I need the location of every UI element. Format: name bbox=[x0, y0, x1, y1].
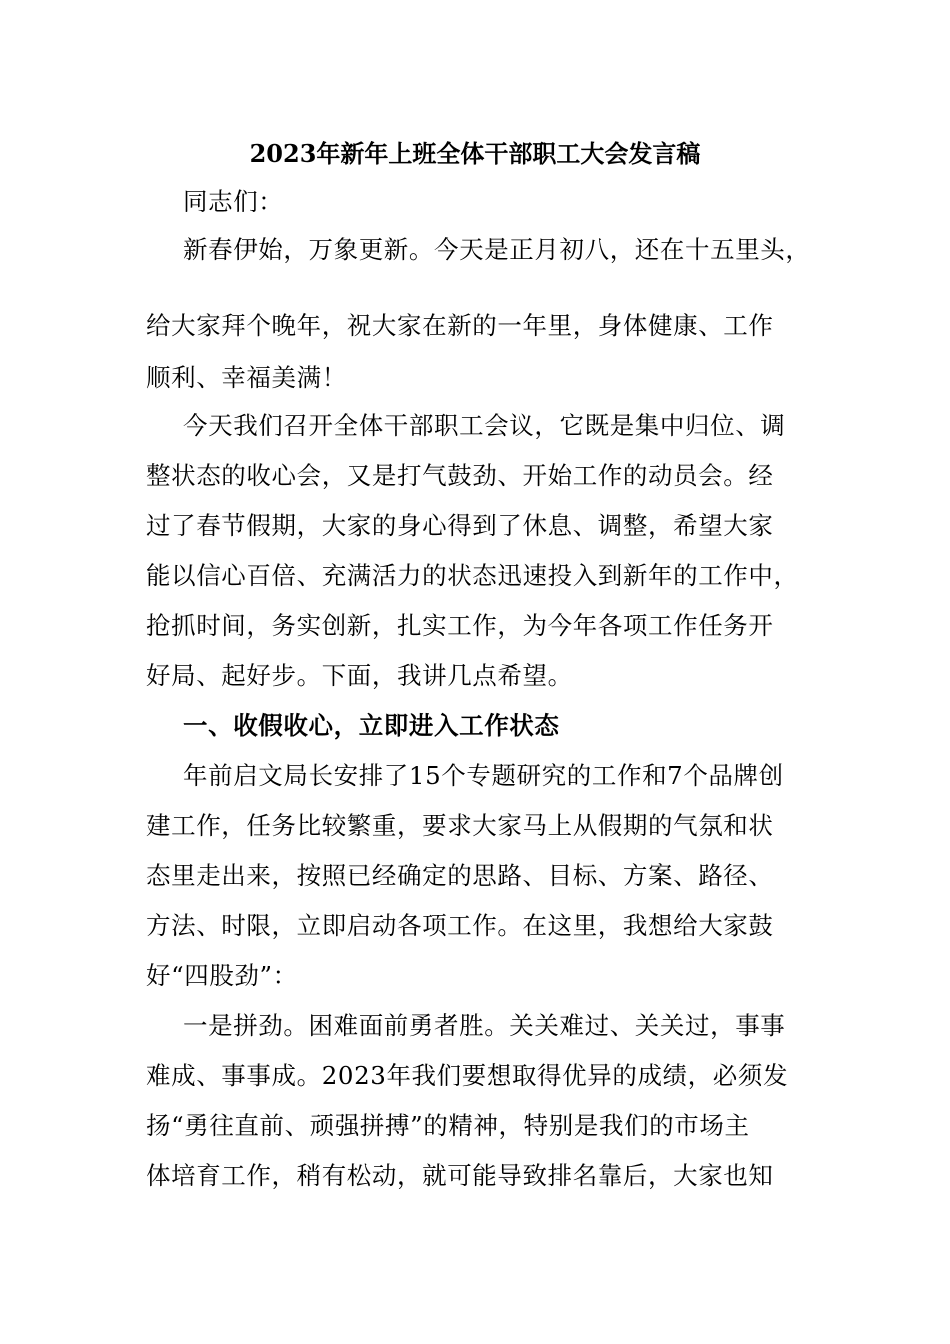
salutation-line: 同志们： bbox=[183, 187, 284, 216]
paragraph-line: 抢抓时间，务实创新，扎实工作，为今年各项工作任务开 bbox=[146, 611, 774, 640]
paragraph-line: 顺利、幸福美满！ bbox=[146, 363, 347, 392]
document-title: 2023年新年上班全体干部职工大会发言稿 bbox=[249, 139, 701, 168]
paragraph-line: 好“四股劲”： bbox=[146, 961, 298, 990]
paragraph-line: 方法、时限，立即启动各项工作。在这里，我想给大家鼓 bbox=[146, 911, 774, 940]
paragraph-line: 扬“勇往直前、顽强拼搏”的精神，特别是我们的市场主 bbox=[146, 1111, 750, 1140]
paragraph-line: 今天我们召开全体干部职工会议，它既是集中归位、调 bbox=[183, 411, 786, 440]
paragraph-line: 好局、起好步。下面，我讲几点希望。 bbox=[146, 661, 573, 690]
paragraph-line: 一是拼劲。困难面前勇者胜。关关难过、关关过，事事 bbox=[183, 1011, 786, 1040]
paragraph-line: 体培育工作，稍有松动，就可能导致排名靠后，大家也知 bbox=[146, 1161, 774, 1190]
paragraph-line: 新春伊始，万象更新。今天是正月初八，还在十五里头， bbox=[183, 235, 811, 264]
paragraph-line: 态里走出来，按照已经确定的思路、目标、方案、路径、 bbox=[146, 861, 774, 890]
paragraph-line: 建工作，任务比较繁重，要求大家马上从假期的气氛和状 bbox=[146, 811, 774, 840]
paragraph-line: 难成、事事成。2023年我们要想取得优异的成绩，必须发 bbox=[146, 1061, 789, 1090]
section-heading: 一、收假收心，立即进入工作状态 bbox=[183, 711, 560, 740]
paragraph-line: 给大家拜个晚年，祝大家在新的一年里，身体健康、工作 bbox=[146, 311, 774, 340]
paragraph-line: 年前启文局长安排了15个专题研究的工作和7个品牌创 bbox=[183, 761, 784, 790]
paragraph-line: 整状态的收心会，又是打气鼓劲、开始工作的动员会。经 bbox=[146, 461, 774, 490]
paragraph-line: 过了春节假期，大家的身心得到了休息、调整，希望大家 bbox=[146, 511, 774, 540]
paragraph-line: 能以信心百倍、充满活力的状态迅速投入到新年的工作中， bbox=[146, 561, 799, 590]
